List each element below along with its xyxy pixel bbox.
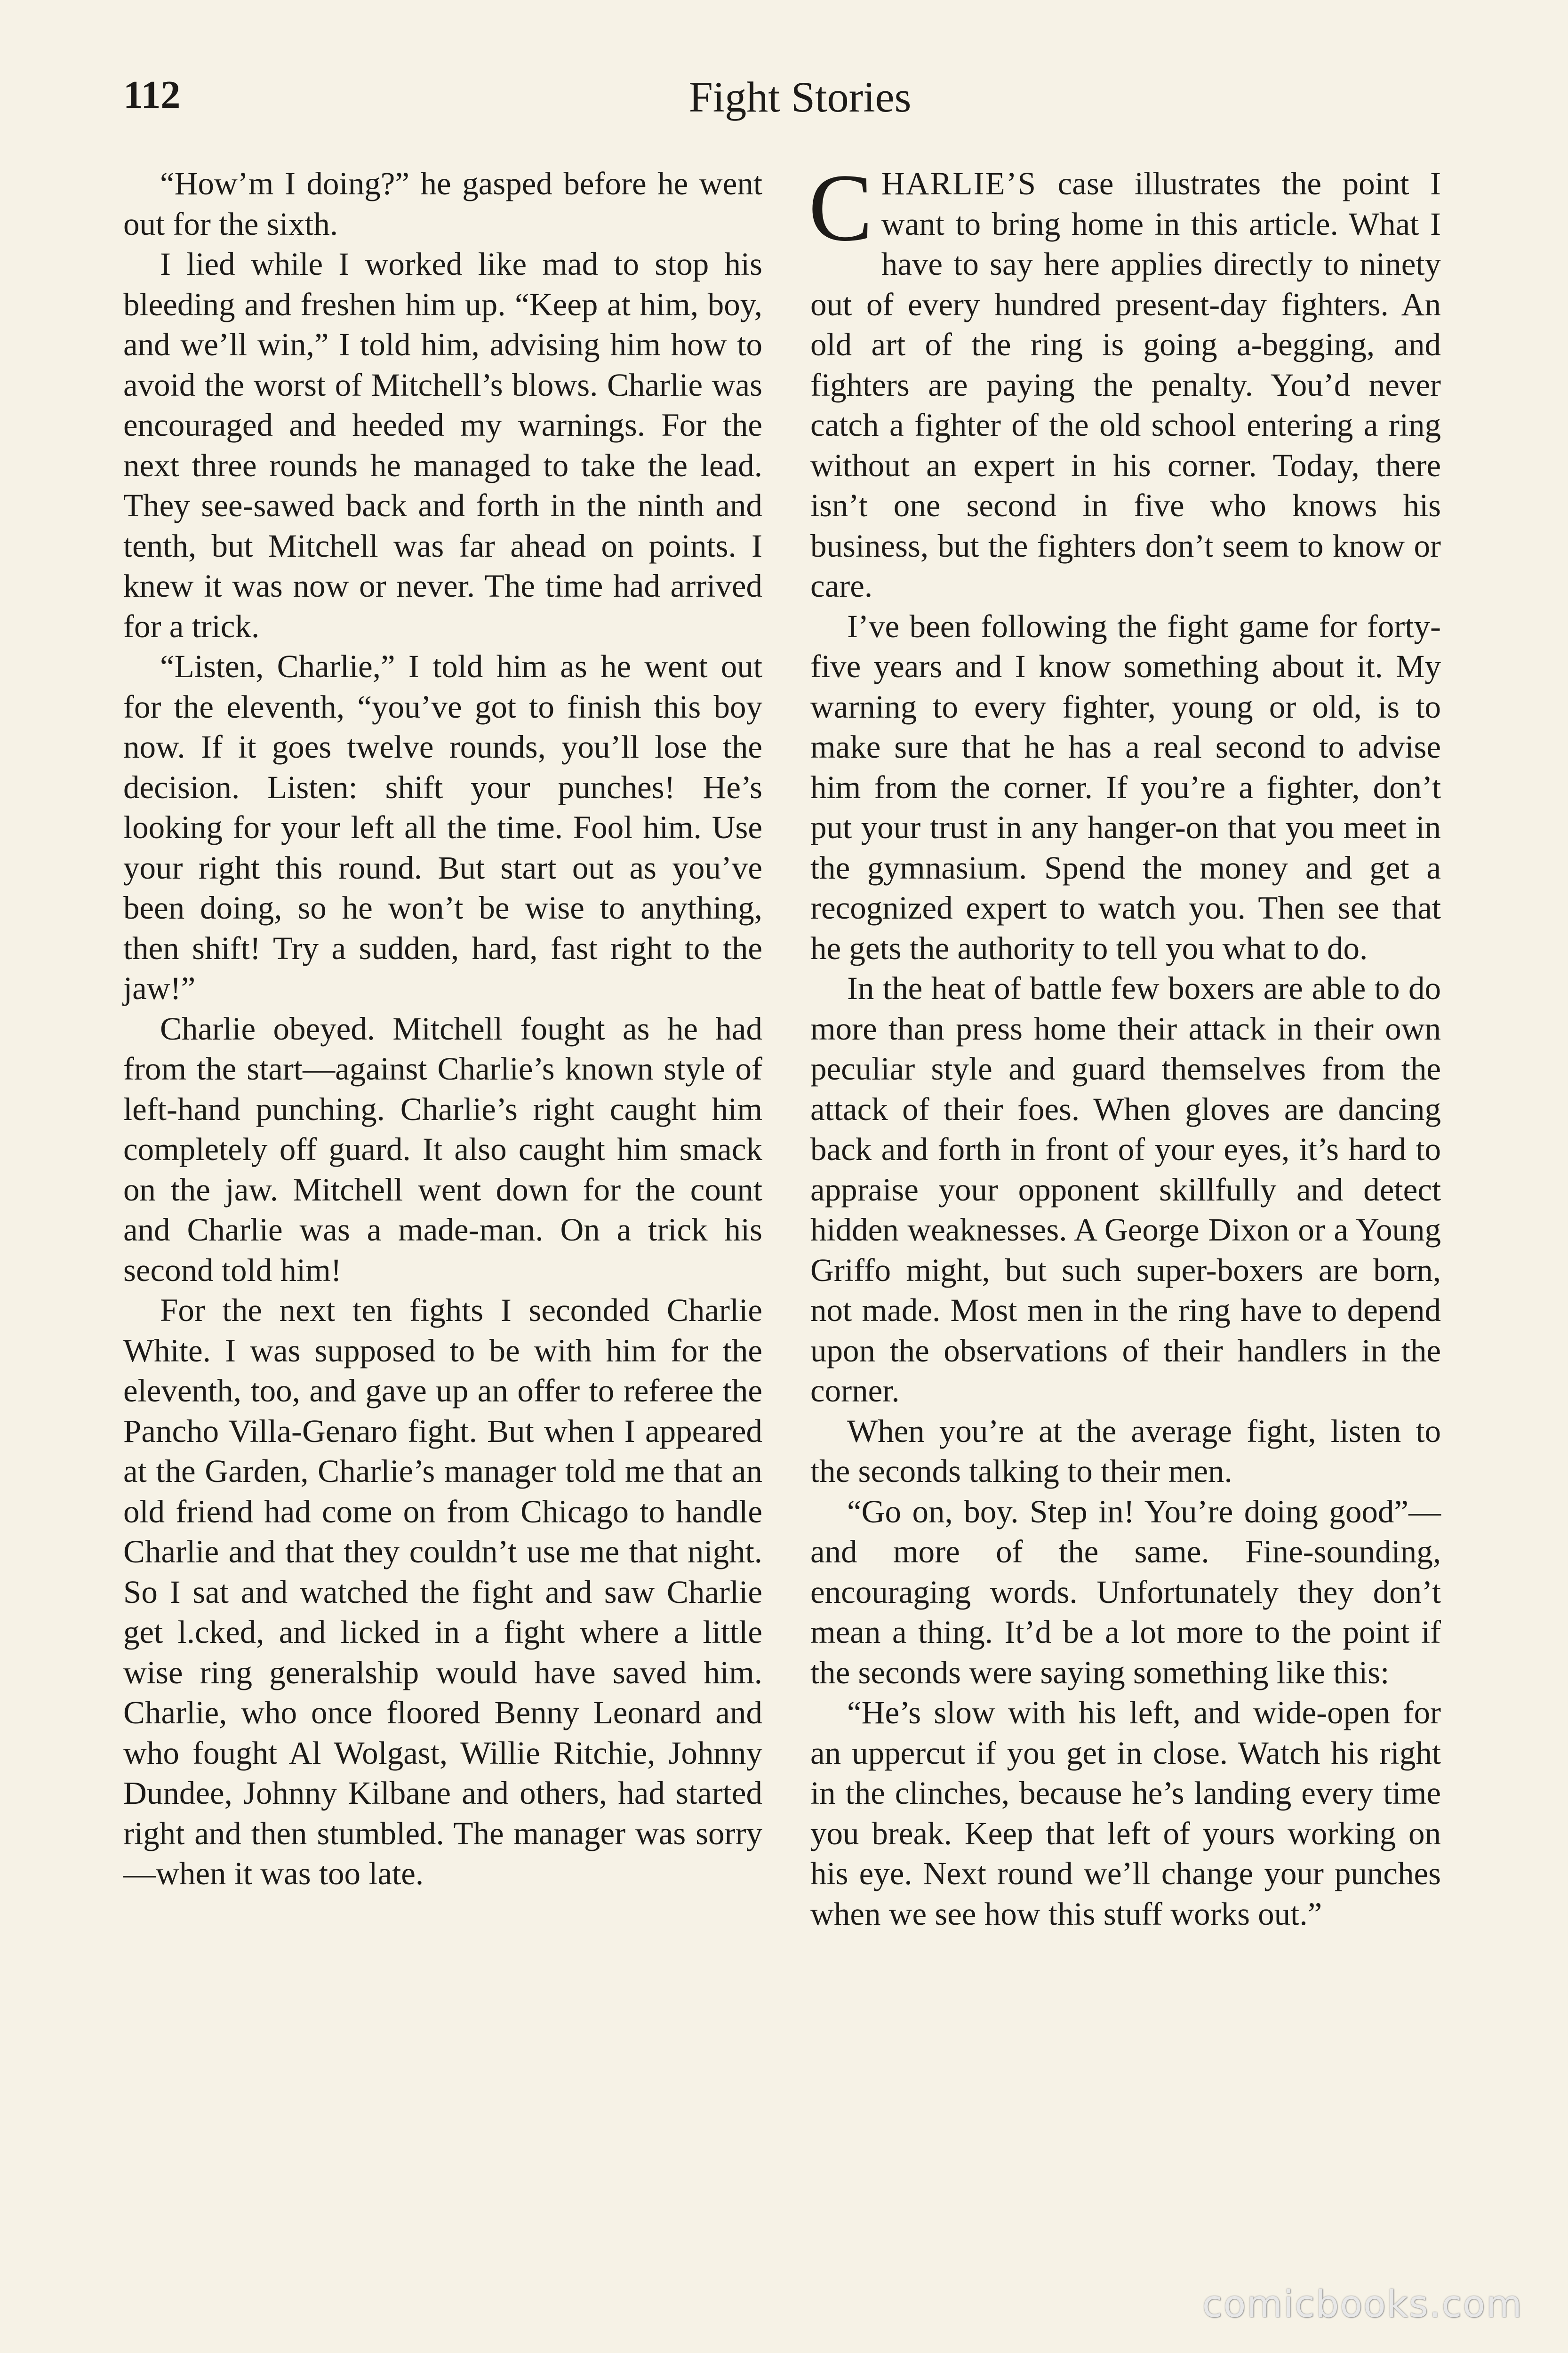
drop-cap: C	[808, 154, 873, 261]
paragraph: For the next ten fights I seconded Charlie White. I was supposed to be with him for the eleventh, too, and gave up an offer to referee the Pancho Villa-Genaro fight. But when I appeared at the Garden, Charlie’s manager told me that an old friend had come on from Chicago to handle Charlie and that they couldn’t use me that night. So I sat and watched the fight and saw Charlie get l.cked, and licked in a fight where a little wise ring generalship would have saved him. Charlie, who once floored Benny Leonard and who fought Al Wolgast, Willie Ritchie, Johnny Dundee, Johnny Kilbane and others, had started right and then stumbled. The manager was sorry—when it was too late.	[123, 1292, 762, 1891]
paragraph: When you’re at the average fight, listen to the seconds talking to their men.	[810, 1413, 1441, 1489]
paragraph: “He’s slow with his left, and wide-open for an uppercut if you get in close. Watch his right in the clinches, because he’s landing every time you break. Keep that left of yours working on his eye. Next round we’ll change your punches when we see how this stuff works out.”	[810, 1695, 1441, 1932]
opening-word: HARLIE’S	[881, 166, 1037, 201]
opening-paragraph	[808, 154, 1441, 607]
paragraph: “How’m I doing?” he gasped before he went out for the sixth.	[123, 166, 762, 242]
paragraph: In the heat of battle few boxers are able to do more than press home their attack in their own peculiar style and guard themselves from the attack of their foes. When gloves are dancing back and forth in front of your eyes, it’s hard to appraise your opponent skillfully and detect hidden weaknesses. A George Dixon or a Young Griffo might, but such super-boxers are born, not made. Most men in the ring have to depend upon the observations of their handlers in the corner.	[810, 970, 1441, 1409]
paragraph: I’ve been following the fight game for forty-five years and I know something about it. My warning to every fighter, young or old, is to make sure that he has a real second to advise him from the corner. If you’re a fighter, don’t put your trust in any hanger-on that you meet in the gymnasium. Spend the money and get a recognized expert to watch you. Then see that he gets the authority to tell you what to do.	[810, 608, 1441, 966]
paragraph: Charlie obeyed. Mitchell fought as he had from the start—against Charlie’s known style of left-hand punching. Charlie’s right caught him completely off guard. It also caught him smack on the jaw. Mitchell went down for the count and Charlie was a made-man. On a trick his second told him!	[123, 1010, 762, 1288]
paragraph: I lied while I worked like mad to stop his bleeding and freshen him up. “Keep at him, boy, and we’ll win,” I told him, advising him how to avoid the worst of Mitchell’s blows. Charlie was encouraged and heeded my warnings. For the next three rounds he managed to take the lead. They see-sawed back and forth in the ninth and tenth, but Mitchell was far ahead on points. I knew it was now or never. The time had arrived for a trick.	[123, 246, 762, 644]
paragraph: “Go on, boy. Step in! You’re doing good”—and more of the same. Fine-sounding, encouraging words. Unfortunately they don’t mean a thing. It’d be a lot more to the point if the seconds were saying something like this:	[810, 1493, 1441, 1690]
page-number: 112	[123, 73, 181, 117]
running-title: Fight Stories	[688, 73, 912, 121]
paragraph: “Listen, Charlie,” I told him as he went out for the eleventh, “you’ve got to finish this boy now. If it goes twelve rounds, you’ll lose the decision. Listen: shift your punches! He’s looking for your left all the time. Fool him. Use your right this round. But start out as you’ve been doing, so he won’t be wise to anything, then shift! Try a sudden, hard, fast right to the jaw!”	[123, 648, 762, 1006]
right-column	[808, 154, 1441, 1934]
opening-text: case illustrates the point I want to bring home in this article. What I have to say here applies directly to ninety out of every hundred present-day fighters. An old art of the ring is going a-begging, and fighters are paying the penalty. You’d never catch a fighter of the old school entering a ring without an expert in his corner. Today, there isn’t one second in five who knows his business, but the fighters don’t seem to know or care.	[810, 166, 1441, 604]
left-column	[123, 164, 762, 1894]
watermark: comicbooks.com	[1202, 2283, 1523, 2326]
